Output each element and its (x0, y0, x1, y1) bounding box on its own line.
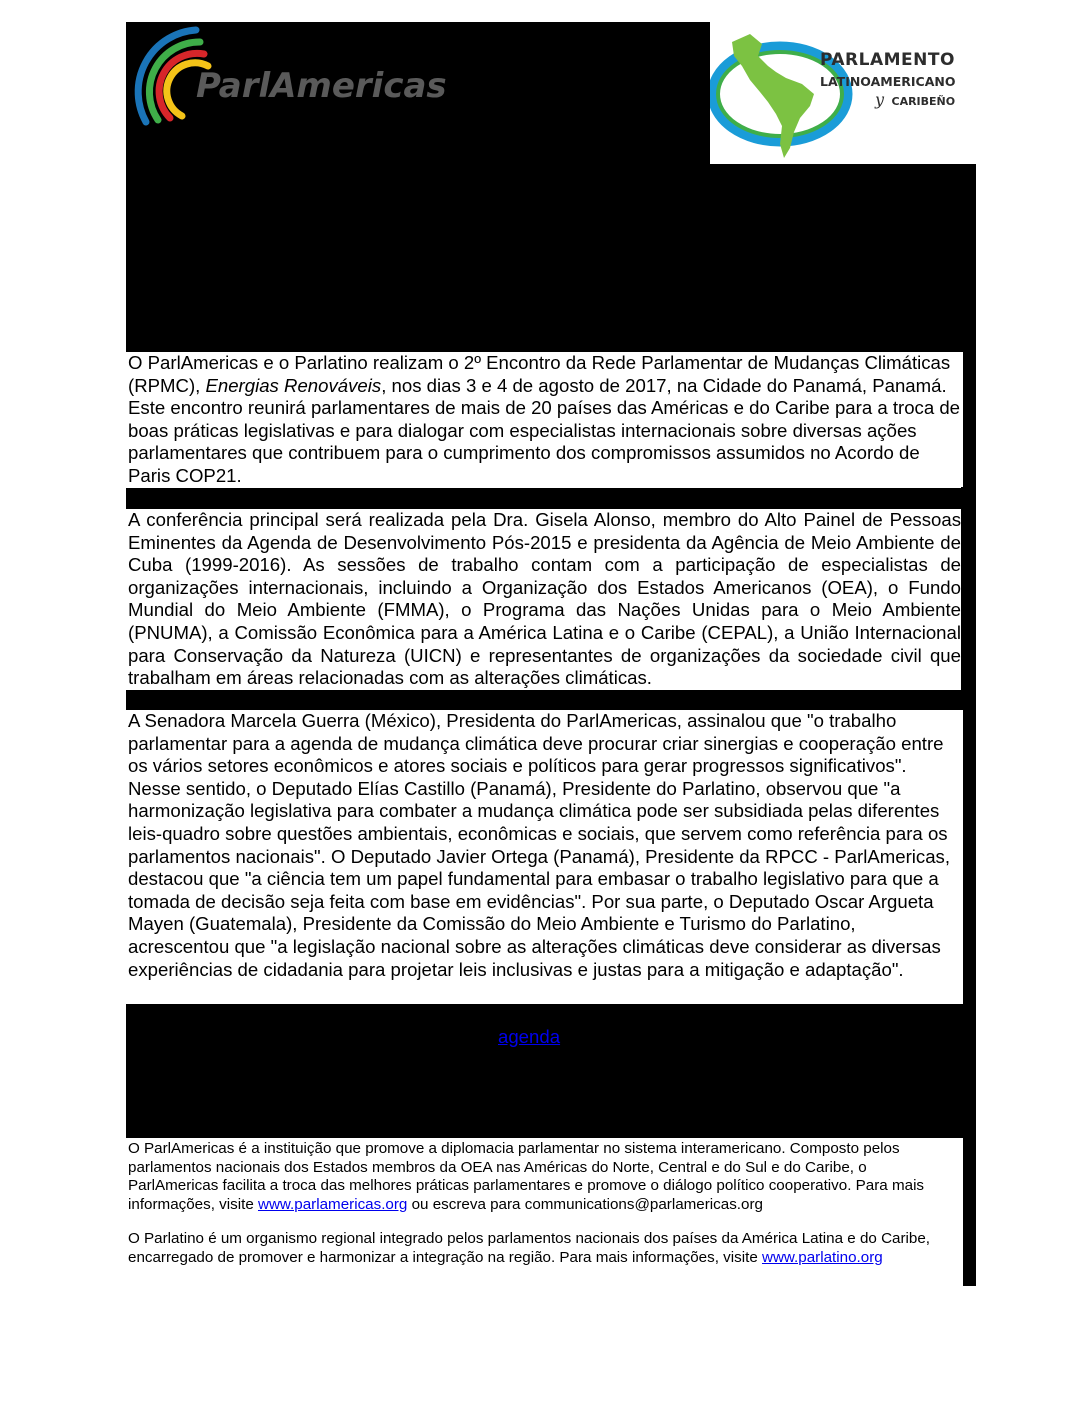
redacted-right-strip-3 (963, 1138, 976, 1286)
parlatino-line3 (875, 90, 955, 110)
svg-text:ParlAmericas: ParlAmericas (196, 66, 447, 106)
redacted-right-strip-2 (963, 710, 976, 1004)
paragraph-1-event-name: Energias Renováveis (205, 374, 382, 396)
parlamericas-logo (126, 22, 471, 132)
agenda-link[interactable]: agenda (498, 1026, 561, 1047)
paragraph-2: A conferência principal será realizada pela Dra. Gisela Alonso, membro do Alto Painel de Pessoas Eminentes da Agenda de Desenvolvimento Pós-2015 e presidenta da Agência de Meio Ambiente de Cuba (1999-2016). As sessões de trabalho contam com a participação de especialistas de organizações internacionais, incluindo a Organização dos Estados Americanos (OEA), o Fundo Mundial do Meio Ambiente (FMMA), o Programa das Nações Unidas para o Meio Ambiente (PNUMA), a Comissão Econômica para a América Latina e o Caribe (CEPAL), a União Internacional para Conservação da Natureza (UICN) e representantes de organizações da sociedade civil que trabalham em áreas relacionadas com as alterações climáticas. (128, 509, 961, 689)
paragraph-1-rest: , nos dias 3 e 4 de agosto de 2017, na Cidade do Panamá, Panamá. Este encontro reunirá parlamentares de mais de 20 países das Américas e do Caribe para a troca de boas práticas legislativas e para dialogar com especialistas internacionais sobre diversas ações parlamentares que contribuem para o cumprimento dos compromissos assumidos no Acordo de Paris COP21. (128, 374, 961, 486)
parlatino-logo (710, 22, 976, 164)
parlatino-line1: PARLAMENTO (820, 50, 955, 70)
redacted-right-strip-1 (963, 352, 976, 487)
redacted-separator-2 (126, 690, 976, 710)
paragraph-3: A Senadora Marcela Guerra (México), Presidenta do ParlAmericas, assinalou que "o trabalho parlamentar para a agenda de mudança climática deve procurar criar sinergias e cooperação entre os vários setores econômicos e atores sociais e políticos para gerar progressos significativos". Nesse sentido, o Deputado Elías Castillo (Panamá), Presidente do Parlatino, observou que "a harmonização legislativa para combater a mudança climática pode ser subsidiada pelas diferentes leis-quadro sobre questões ambientais, econômicas e sociais, que servem como referência para os parlamentos nacionais". O Deputado Javier Ortega (Panamá), Presidente da RPCC - ParlAmericas, destacou que "a ciência tem um papel fundamental para embasar o trabalho legislativo para que a tomada de decisão seja feita com base em evidências". Por sua parte, o Deputado Oscar Argueta Mayen (Guatemala), Presidente da Comissão do Meio Ambiente e Turismo do Parlatino, acrescentou que "a legislação nacional sobre as alterações climáticas deve considerar as diversas experiências de cidadania para projetar leis inclusivas e justas para a mitigação e adaptação". (126, 710, 961, 981)
footer-parlamericas-text: O ParlAmericas é a instituição que promove a diplomacia parlamentar no sistema interamericano. Composto pelos parlamentos nacionais dos Estados membros da OEA nas Américas do Norte, Central e do Sul e do Caribe, o ParlAmericas facilita a troca das melhores práticas parlamentares e promove o diálogo político cooperativo. Para mais informações, visite (128, 1140, 925, 1213)
footer-parlamericas-contact: ou escreva para communications@parlamericas.org (407, 1195, 763, 1213)
parlatino-y: y (875, 90, 885, 109)
footer-parlatino-text: O Parlatino é um organismo regional integrado pelos parlamentos nacionais dos países da América Latina e do Caribe, encarregado de promover e harmonizar a integração na região. Para mais informações, visite (128, 1230, 931, 1266)
parlamericas-logo-icon (126, 22, 471, 132)
redacted-title-block (126, 164, 976, 352)
paragraph-1-lead: O ParlAmericas e o Parlatino realizam o 2º Encontro da Rede Parlamentar de Mudanças Climáticas (RPMC), (128, 352, 951, 396)
redacted-agenda-block (126, 1004, 976, 1138)
parlatino-caribeno: CARIBEÑO (891, 95, 956, 108)
footer-parlatino (126, 1230, 961, 1267)
parlatino-line2: LATINOAMERICANO (820, 74, 956, 89)
parlatino-website-link[interactable]: www.parlatino.org (761, 1248, 883, 1266)
footer-parlamericas (126, 1138, 961, 1214)
paragraph-1 (126, 352, 961, 488)
parlamericas-website-link[interactable]: www.parlamericas.org (257, 1195, 408, 1213)
redacted-separator-1 (126, 487, 976, 509)
